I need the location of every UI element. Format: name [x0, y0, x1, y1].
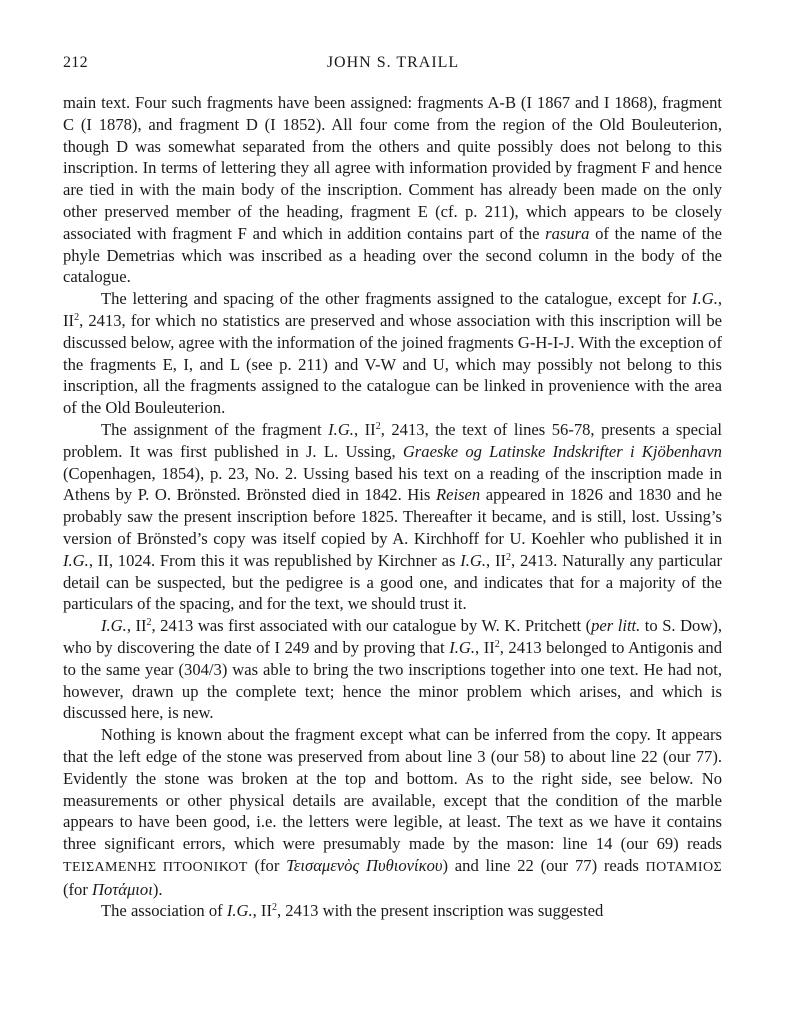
- italic-text: Reisen: [435, 485, 481, 505]
- superscript: 2: [494, 638, 500, 650]
- article-body: [63, 92, 722, 922]
- greek-capitals: ΤΕΙΣΑΜΕΝΗΣ ΠΤΟΟΝΙΚΟΤ: [63, 859, 248, 875]
- text-run: , II: [126, 616, 147, 636]
- italic-text: I.G.: [692, 289, 718, 309]
- superscript: 2: [74, 311, 80, 323]
- italic-text: rasura: [545, 223, 590, 243]
- text-run: ) and line 22 (our 77) reads: [442, 855, 646, 875]
- superscript: 2: [375, 420, 381, 432]
- text-run: , 2413 with the present inscription was suggested: [276, 901, 604, 921]
- text-run: The lettering and spacing of the other fragments assigned to the catalogue, except for: [101, 289, 693, 309]
- text-run: to S. Dow), who by discovering the date of I 249 and by proving that: [63, 616, 723, 657]
- text-run: , 2413 belonged to Antigonis and to the same year (304/3) was able to bring the two inscriptions together into one text. He had not, however, drawn up the complete text; hence the minor problem which arises, and which is discussed here, is new.: [63, 637, 722, 723]
- italic-text: Graeske og Latinske Indskrifter i Kjöbenhavn: [402, 441, 722, 461]
- paragraph: [63, 615, 722, 724]
- superscript: 2: [271, 902, 277, 914]
- text-run: The assignment of the fragment: [101, 419, 329, 439]
- greek-capitals: ΠΟΤΑΜΙΟΣ: [645, 859, 723, 875]
- italic-text: Τεισαμενὸς Πυθιονίκου: [286, 855, 443, 875]
- italic-text: I.G.: [63, 550, 89, 570]
- text-run: of the name of the phyle Demetrias which was inscribed as a heading over the second column in the body of the catalogue.: [63, 223, 722, 287]
- text-run: , II: [353, 419, 376, 439]
- italic-text: I.G.: [226, 901, 253, 921]
- superscript: 2: [506, 551, 512, 563]
- italic-text: I.G.: [460, 550, 487, 570]
- text-run: , II, 1024. From this it was republished by Kirchner as: [88, 550, 461, 570]
- italic-text: I.G.: [449, 637, 476, 657]
- italic-text: I.G.: [101, 616, 127, 636]
- running-head: JOHN S. TRAILL: [326, 54, 460, 71]
- paragraph: [63, 419, 722, 615]
- text-run: (for: [63, 879, 93, 899]
- text-run: , 2413. Naturally any particular detail can be suspected, but the pedigree is a good one, and indicates that for a majority of the particulars of the spacing, and for the text, we should trust it.: [63, 550, 722, 614]
- text-run: , 2413, the text of lines 56-78, presents a special problem. It was first published in J. L. Ussing,: [63, 419, 723, 461]
- text-run: , II: [63, 289, 722, 330]
- page-header: [63, 54, 723, 78]
- paragraph: [63, 724, 722, 900]
- text-run: (Copenhagen, 1854), p. 23, No. 2. Ussing based his text on a reading of the inscription made in Athens by P. O. Brönsted. Brönsted died in 1842. His: [63, 463, 722, 505]
- text-run: , II: [252, 901, 272, 921]
- text-run: The association of: [101, 901, 227, 921]
- paragraph: [63, 900, 722, 922]
- italic-text: Ποτάμιοι: [92, 879, 153, 899]
- text-run: , 2413, for which no statistics are preserved and whose association with this inscription will be discussed below, agree with the information of the joined fragments G-H-I-J. With the exception of the fragments E, I, and L (see p. 211) and V-W and U, which may possibly not belong to this inscription, all the fragments assigned to the catalogue can be linked in provenience with the area of the Old Bouleuterion.: [63, 310, 722, 418]
- text-run: (for: [247, 855, 287, 875]
- text-run: , II: [475, 637, 495, 657]
- superscript: 2: [146, 617, 152, 629]
- italic-text: per litt.: [591, 616, 641, 636]
- paragraph: [63, 288, 722, 419]
- text-run: , 2413 was first associated with our catalogue by W. K. Pritchett (: [151, 616, 592, 636]
- paragraph: [63, 92, 722, 288]
- text-run: ).: [152, 879, 163, 899]
- italic-text: I.G.: [328, 419, 354, 439]
- text-run: Nothing is known about the fragment except what can be inferred from the copy. It appears that the left edge of the stone was preserved from about line 3 (our 58) to about line 22 (our 77). Evidently the stone was broken at the top and bottom. As to the right side, see below. No measurements or other physical details are available, except that the condition of the marble appears to have been good, i.e. the letters were legible, at least. The text as we have it contains three significant errors, which were presumably made by the mason: line 14 (our 69) reads: [63, 725, 722, 854]
- page-number: 212: [63, 54, 88, 71]
- text-run: main text. Four such fragments have been assigned: fragments A-B (I 1867 and I 1868), fragment C (I 1878), and fragment D (I 1852). All four come from the region of the Old Bouleuterion, though D was somewhat separated from the others and quite possibly does not belong to this inscription. In terms of lettering they all agree with information provided by fragment F and hence are tied in with the main body of the inscription. Comment has already been made on the only other preserved member of the heading, fragment E (cf. p. 211), which appears to be closely associated with fragment F and which in addition contains part of the: [63, 93, 722, 243]
- text-run: appeared in 1826 and 1830 and he probably saw the present inscription before 1825. Thereafter it became, and is still, lost. Ussing’s version of Brönsted’s copy was itself copied by A. Kirchhoff for U. Koehler who published it in: [63, 485, 723, 548]
- text-run: , II: [486, 550, 507, 570]
